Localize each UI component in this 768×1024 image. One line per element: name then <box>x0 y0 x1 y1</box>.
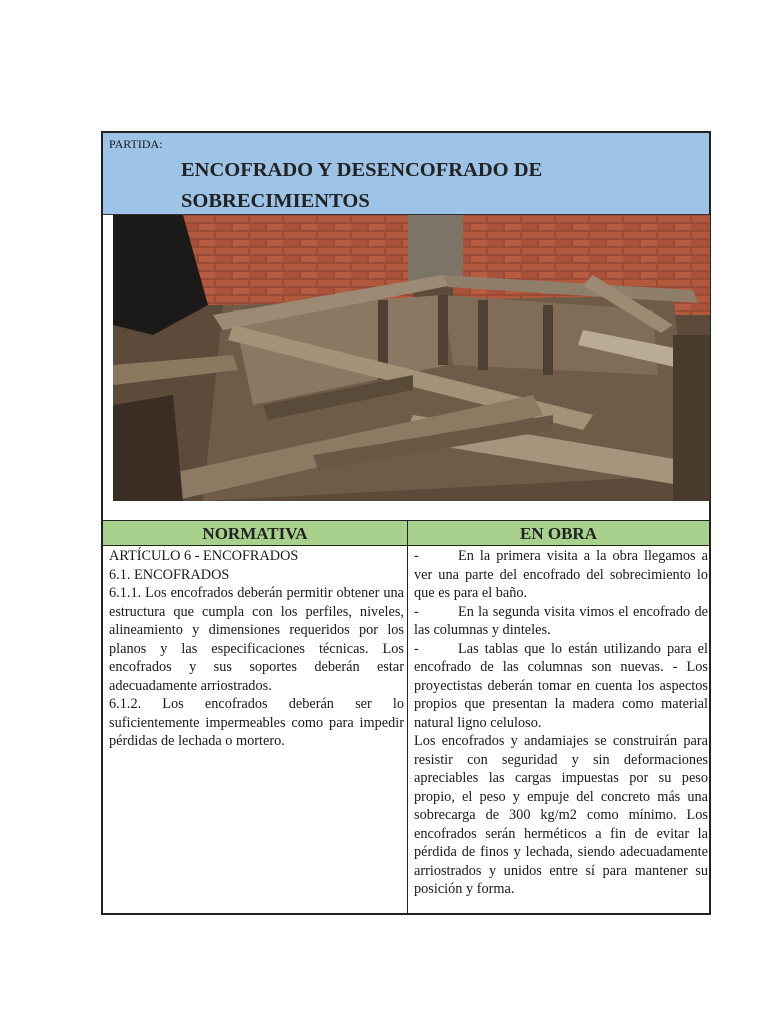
header-normativa: NORMATIVA <box>202 524 308 543</box>
table-header-row <box>103 520 709 546</box>
list-item <box>414 547 708 603</box>
header-band <box>103 133 709 215</box>
clause-6-1-2: 6.1.2. Los encofrados deberán ser lo suficientemente impermeables como para impedir pérdidas de lechada o mortero. <box>109 696 404 749</box>
obra-paragraph: Los encofrados y andamiajes se construirán para resistir con seguridad y sin deformaciones apreciables las cargas impuestas por su peso propio, el peso y empuje del concreto más una sobrecarga de 300 kg/m2 como mínimo. Los encofrados serán herméticos a fin de evitar la pérdida de finos y lechada, siendo adecuadamente arriostrados y unidos entre sí para mantener su posición y forma. <box>414 733 708 897</box>
normativa-column <box>109 547 404 751</box>
list-item <box>414 640 708 733</box>
clause-6-1-1: 6.1.1. Los encofrados deberán permitir obtener una estructura que cumpla con los perfiles, niveles, alineamiento y dimensiones requeridos por los planos y las especificaciones técnicas. Los encofrados y sus soportes deberán estar adecuadamente arriostrados. <box>109 585 404 694</box>
comparison-table <box>103 520 709 915</box>
bullet-mark: - <box>414 548 419 564</box>
section-heading: 6.1. ENCOFRADOS <box>109 566 230 583</box>
bullet-mark: - <box>414 603 419 620</box>
title-line-1: ENCOFRADO Y DESENCOFRADO DE <box>181 159 543 181</box>
list-item <box>414 603 708 640</box>
document-card <box>101 131 711 915</box>
page-title <box>181 155 681 217</box>
list-item-text: Las tablas que lo están utilizando para el encofrado de las columnas son nuevas. - Los proyectistas deberán tomar en cuenta los aspectos propios que presentan la madera como material natural ligno celuloso. <box>414 640 708 731</box>
list-item-text: En la segunda visita vimos el encofrado de las columnas y dinteles. <box>414 603 708 638</box>
bullet-mark: - <box>414 640 419 657</box>
title-line-2: SOBRECIMIENTOS <box>181 190 370 212</box>
header-en-obra: EN OBRA <box>520 524 597 543</box>
column-divider <box>407 520 408 915</box>
article-heading: ARTÍCULO 6 - ENCOFRADOS <box>109 548 299 564</box>
en-obra-column <box>414 547 708 899</box>
construction-formwork-photo <box>113 215 710 501</box>
partida-label: PARTIDA: <box>109 137 163 151</box>
list-item-text: En la primera visita a la obra llegamos a ver una parte del encofrado del sobrecimiento lo que es para el baño. <box>414 548 708 601</box>
